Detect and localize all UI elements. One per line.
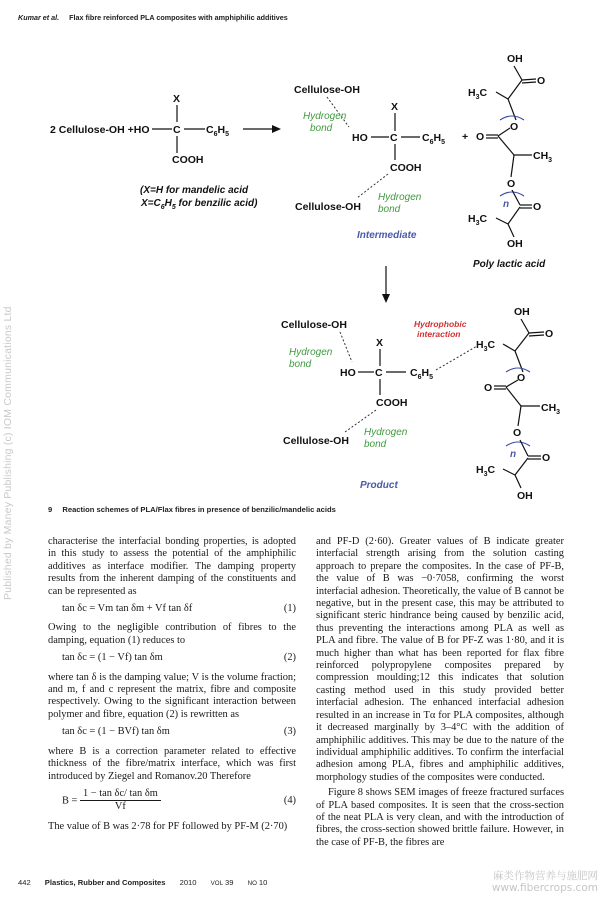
svg-text:COOH: COOH [172, 154, 204, 166]
svg-text:H3C: $H_3C$ [476, 339, 496, 353]
svg-text:n: n [510, 449, 517, 460]
left-paragraph-1: characterise the interfacial bonding properties, is adopted in this study to assess the potential of the amphiphilic additives as interface modifier. The damping property results from the inherent damping of the constituents and can be represented as [48, 536, 296, 597]
svg-text:O: O [533, 201, 542, 213]
svg-text:H3C: $H_3C$ [476, 464, 496, 478]
header-authors: Kumar et al. [18, 13, 60, 22]
right-column [316, 536, 564, 852]
svg-text:O: O [545, 328, 554, 340]
svg-text:O: O [510, 121, 519, 133]
equation-1 [48, 603, 296, 615]
svg-text:bond: bond [310, 123, 333, 134]
site-watermark-line1: 麻类作物营养与施肥网 [493, 870, 598, 882]
svg-text:OH: OH [517, 490, 533, 502]
figure-number: 9 [48, 505, 53, 514]
acid-note-line1: (X=H for mandelic acid [140, 185, 249, 196]
equation-2-number: (2) [283, 652, 296, 664]
equation-4-denominator: Vf [114, 801, 126, 813]
equation-2 [48, 652, 296, 664]
svg-text:O: O [484, 382, 493, 394]
issue-label: NO [247, 880, 257, 887]
site-watermark-line2: www.fibercrops.com [491, 882, 598, 894]
equation-3 [48, 726, 296, 738]
product-label: Product [360, 480, 398, 491]
product-structure [281, 306, 560, 502]
page-number: 442 [18, 878, 31, 887]
equation-4-fraction [80, 788, 161, 814]
svg-text:O: O [476, 131, 485, 143]
equation-4-number: (4) [283, 794, 296, 806]
volume-label: VOL [210, 880, 224, 887]
svg-text:Cellulose-OH: Cellulose-OH [294, 84, 360, 96]
svg-text:bond: bond [289, 359, 312, 370]
svg-text:COOH: COOH [376, 397, 408, 409]
svg-text:C: C [375, 367, 383, 379]
reactant-acid [50, 93, 258, 211]
site-watermark [492, 870, 598, 894]
equation-3-number: (3) [283, 726, 296, 738]
svg-text:Cellulose-OH: Cellulose-OH [295, 201, 361, 213]
pla-structure [468, 53, 552, 270]
equation-2-body: tan δc = (1 − Vf) tan δm [62, 652, 163, 664]
left-paragraph-4: where B is a correction parameter related to effective thickness of the fibre/matrix interface, which was first introduced by Ziegel and Romanov.20 Therefore [48, 745, 296, 782]
acid-note-line2: $X=C_6H_5$ for benzilic acid) [141, 198, 258, 211]
journal-name: Plastics, Rubber and Composites [44, 878, 166, 887]
svg-text:bond: bond [364, 439, 387, 450]
svg-text:C: C [390, 132, 398, 144]
svg-text:Cellulose-OH: Cellulose-OH [281, 319, 347, 331]
svg-text:C6H5: $C_6H_5$ [410, 367, 433, 381]
left-paragraph-5: The value of B was 2·78 for PF followed by PF-M (2·70) [48, 820, 288, 832]
svg-text:CH3: $CH_3$ [541, 402, 561, 416]
svg-text:Hydrogen: Hydrogen [378, 192, 422, 203]
svg-text:n: n [503, 199, 510, 210]
reaction-arrow-down [382, 266, 390, 303]
svg-text:OH: OH [514, 306, 530, 318]
svg-text:O: O [507, 178, 516, 190]
watermark-text: Published by Maney Publishing (c) IOM Communications Ltd [2, 306, 14, 600]
svg-text:C6H5: $C_6H_5$ [206, 124, 229, 138]
right-paragraph-1: and PF-D (2·60). Greater values of B indicate greater interfacial strength arising from the solution casting approach to prepare the composites. In the case of PF-B, the value of B was −0·7058, confirming the worst interfacial adhesion. Theoretically, the value of B cannot be negative, but in the present case, this may be attributed to significant steric hindrance being caused by benzilic acid, thus preventing the interactions among PLA as well as PLA and fibre. The value of B for PF-Z was 1·80, and it is much higher than what has been reported for flax fibre reinforced polypropylene composites prepared by compression moulding;12 this indicates that solution casting method used in this study provided better interfacial adhesion. The enhanced interfacial adhesion resulted in an increase in Tα for PLA composites, although it decreased marginally by 3–4°C with the addition of amphiphilic additives. This may be due to the nature of the individual amphiphilic additives. To confirm the interfacial adhesion among PLA, fibres and amphiphilic additives, morphology studies of the composites were conducted. [316, 536, 564, 783]
journal-year: 2010 [179, 878, 197, 887]
issue-number: 10 [258, 878, 268, 887]
equation-1-body: tan δc = Vm tan δm + Vf tan δf [62, 603, 193, 615]
equation-4 [48, 788, 296, 814]
svg-text:C6H5: $C_6H_5$ [422, 132, 445, 146]
svg-text:O: O [513, 427, 522, 439]
left-paragraph-3: where tan δ is the damping value; V is the volume fraction; and m, f and c represent the matrix, fibre and composite respectively. Owing to the significant interaction between polymer and fibre, equation (2) is rewritten as [48, 671, 296, 720]
svg-text:HO: HO [352, 132, 368, 144]
left-paragraph-2: Owing to the negligible contribution of fibres to the damping, equation (1) reduces to [48, 622, 296, 646]
svg-text:Hydrogen: Hydrogen [289, 347, 333, 358]
svg-text:X: X [173, 93, 181, 105]
svg-text:OH: OH [507, 53, 523, 65]
volume-number: 39 [225, 878, 234, 887]
reaction-arrow-right [243, 125, 281, 133]
svg-text:O: O [537, 75, 546, 87]
reactant-left-text: 2 Cellulose-OH +HO [50, 124, 150, 136]
intermediate-structure [294, 84, 468, 241]
right-paragraph-2: Figure 8 shows SEM images of freeze fractured surfaces of PLA based composites. It is seen that the cross-section of the neat PLA is very clean, and with the introduction of fibres, the cross-section showed brittle failure. However, in the case of PF-B, the fibres are [316, 787, 564, 848]
page-footer [18, 878, 279, 887]
figure-caption [48, 505, 336, 514]
hydrophobic-label-2: interaction [417, 329, 461, 339]
svg-text:OH: OH [507, 238, 523, 250]
equation-4-lhs: B = [62, 795, 78, 807]
svg-text:X: X [376, 337, 384, 349]
equation-1-number: (1) [283, 603, 296, 615]
svg-text:H3C: $H_3C$ [468, 213, 488, 227]
svg-text:Hydrogen: Hydrogen [303, 111, 347, 122]
svg-text:C: C [173, 124, 181, 136]
svg-text:bond: bond [378, 204, 401, 215]
svg-text:Cellulose-OH: Cellulose-OH [283, 435, 349, 447]
svg-text:COOH: COOH [390, 162, 422, 174]
header-title: Flax fibre reinforced PLA composites with amphiphilic additives [69, 13, 288, 22]
equation-3-body: tan δc = (1 − BVf) tan δm [62, 726, 170, 738]
svg-text:HO: HO [340, 367, 356, 379]
equation-4-numerator: 1 − tan δc/ tan δm [80, 788, 161, 801]
svg-text:Hydrogen: Hydrogen [364, 427, 408, 438]
intermediate-label: Intermediate [357, 230, 417, 241]
pla-label: Poly lactic acid [473, 259, 546, 270]
hydrophobic-label-1: Hydrophobic [414, 319, 467, 329]
left-column [48, 536, 296, 836]
svg-text:+: + [462, 131, 469, 143]
svg-text:X: X [391, 101, 399, 113]
svg-text:O: O [517, 372, 526, 384]
equation-4-body [48, 788, 161, 814]
figure-caption-text: Reaction schemes of PLA/Flax fibres in presence of benzilic/mandelic acids [62, 505, 336, 514]
svg-text:CH3: $CH_3$ [533, 150, 553, 164]
svg-text:H3C: $H_3C$ [468, 87, 488, 101]
svg-text:O: O [542, 452, 551, 464]
